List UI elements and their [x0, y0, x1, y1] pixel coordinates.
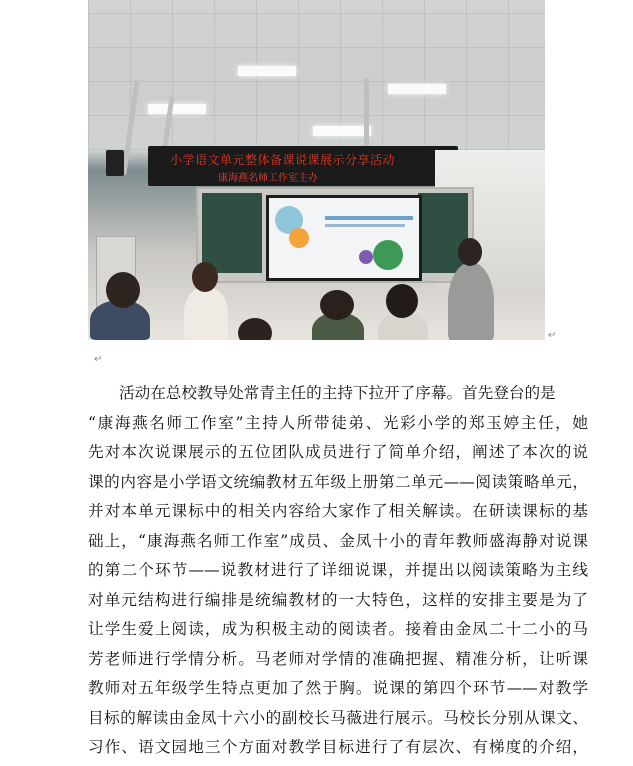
slide-graphic [359, 250, 373, 264]
audience-head [320, 290, 354, 320]
article-paragraph [88, 379, 588, 763]
paragraph-line: 让学生爱上阅读，成为积极主动的阅读者。接着由金凤二十二小的马 [88, 620, 588, 638]
audience-head [106, 272, 140, 308]
paragraph-line: “康海燕名师工作室”主持人所带徒弟、光彩小学的郑玉婷主任，她 [88, 413, 588, 432]
presenter-figure [448, 262, 494, 340]
event-banner [148, 146, 458, 186]
presentation-screen [266, 195, 422, 281]
blackboard [196, 187, 474, 283]
audience-head [238, 318, 272, 340]
audience-head [192, 262, 218, 292]
paragraph-line: 对单元结构进行编排是统编教材的一大特色，这样的安排主要是为了 [88, 590, 588, 609]
audience-figure [184, 286, 228, 340]
paragraph-line: 教师对五年级学生特点更加了然于胸。说课的第四个环节——对教学 [88, 679, 588, 697]
banner-title: 小学语文单元整体备课说课展示分享活动 [170, 153, 396, 167]
slide-title-bar [325, 216, 413, 220]
blackboard-left-panel [202, 193, 262, 273]
slide-graphic [289, 228, 309, 248]
ceiling-light [313, 126, 371, 136]
banner-subtitle: 康海燕名师工作室主办 [218, 173, 318, 184]
paragraph-line: 先对本次说课展示的五位团队成员进行了简单介绍，阐述了本次的说 [88, 443, 588, 461]
paragraph-line: 目标的解读由金凤十六小的副校长马薇进行展示。马校长分别从课文、 [88, 708, 588, 727]
paragraph-line: 础上，“康海燕名师工作室”成员、金凤十小的青年教师盛海静对说课 [88, 531, 588, 550]
event-photo [88, 0, 545, 340]
paragraph-line: 活动在总校教导处常青主任的主持下拉开了序幕。首先登台的是 [119, 384, 556, 402]
paragraph-line: 课的内容是小学语文统编教材五年级上册第二单元——阅读策略单元， [88, 472, 588, 491]
ceiling-light [148, 104, 206, 114]
presenter-head [458, 238, 482, 266]
paragraph-line: 芳老师进行学情分析。马老师对学情的准确把握、精准分析，让听课 [88, 649, 588, 668]
slide-subtitle-bar [325, 224, 405, 227]
slide-graphic [373, 240, 403, 270]
paragraph-line: 的第二个环节——说教材进行了详细说课，并提出以阅读策略为主线 [88, 561, 588, 579]
paragraph-line: 并对本单元课标中的相关内容给大家作了相关解读。在研读课标的基 [88, 502, 588, 520]
paragraph-mark-icon: ↵ [94, 354, 103, 365]
ceiling-light [238, 66, 296, 76]
audience-head [386, 284, 418, 318]
ceiling-light [388, 84, 446, 94]
speaker-icon [106, 150, 124, 176]
paragraph-mark-icon: ↵ [548, 330, 557, 341]
paragraph-line: 习作、语文园地三个方面对教学目标进行了有层次、有梯度的介绍， [88, 738, 588, 756]
